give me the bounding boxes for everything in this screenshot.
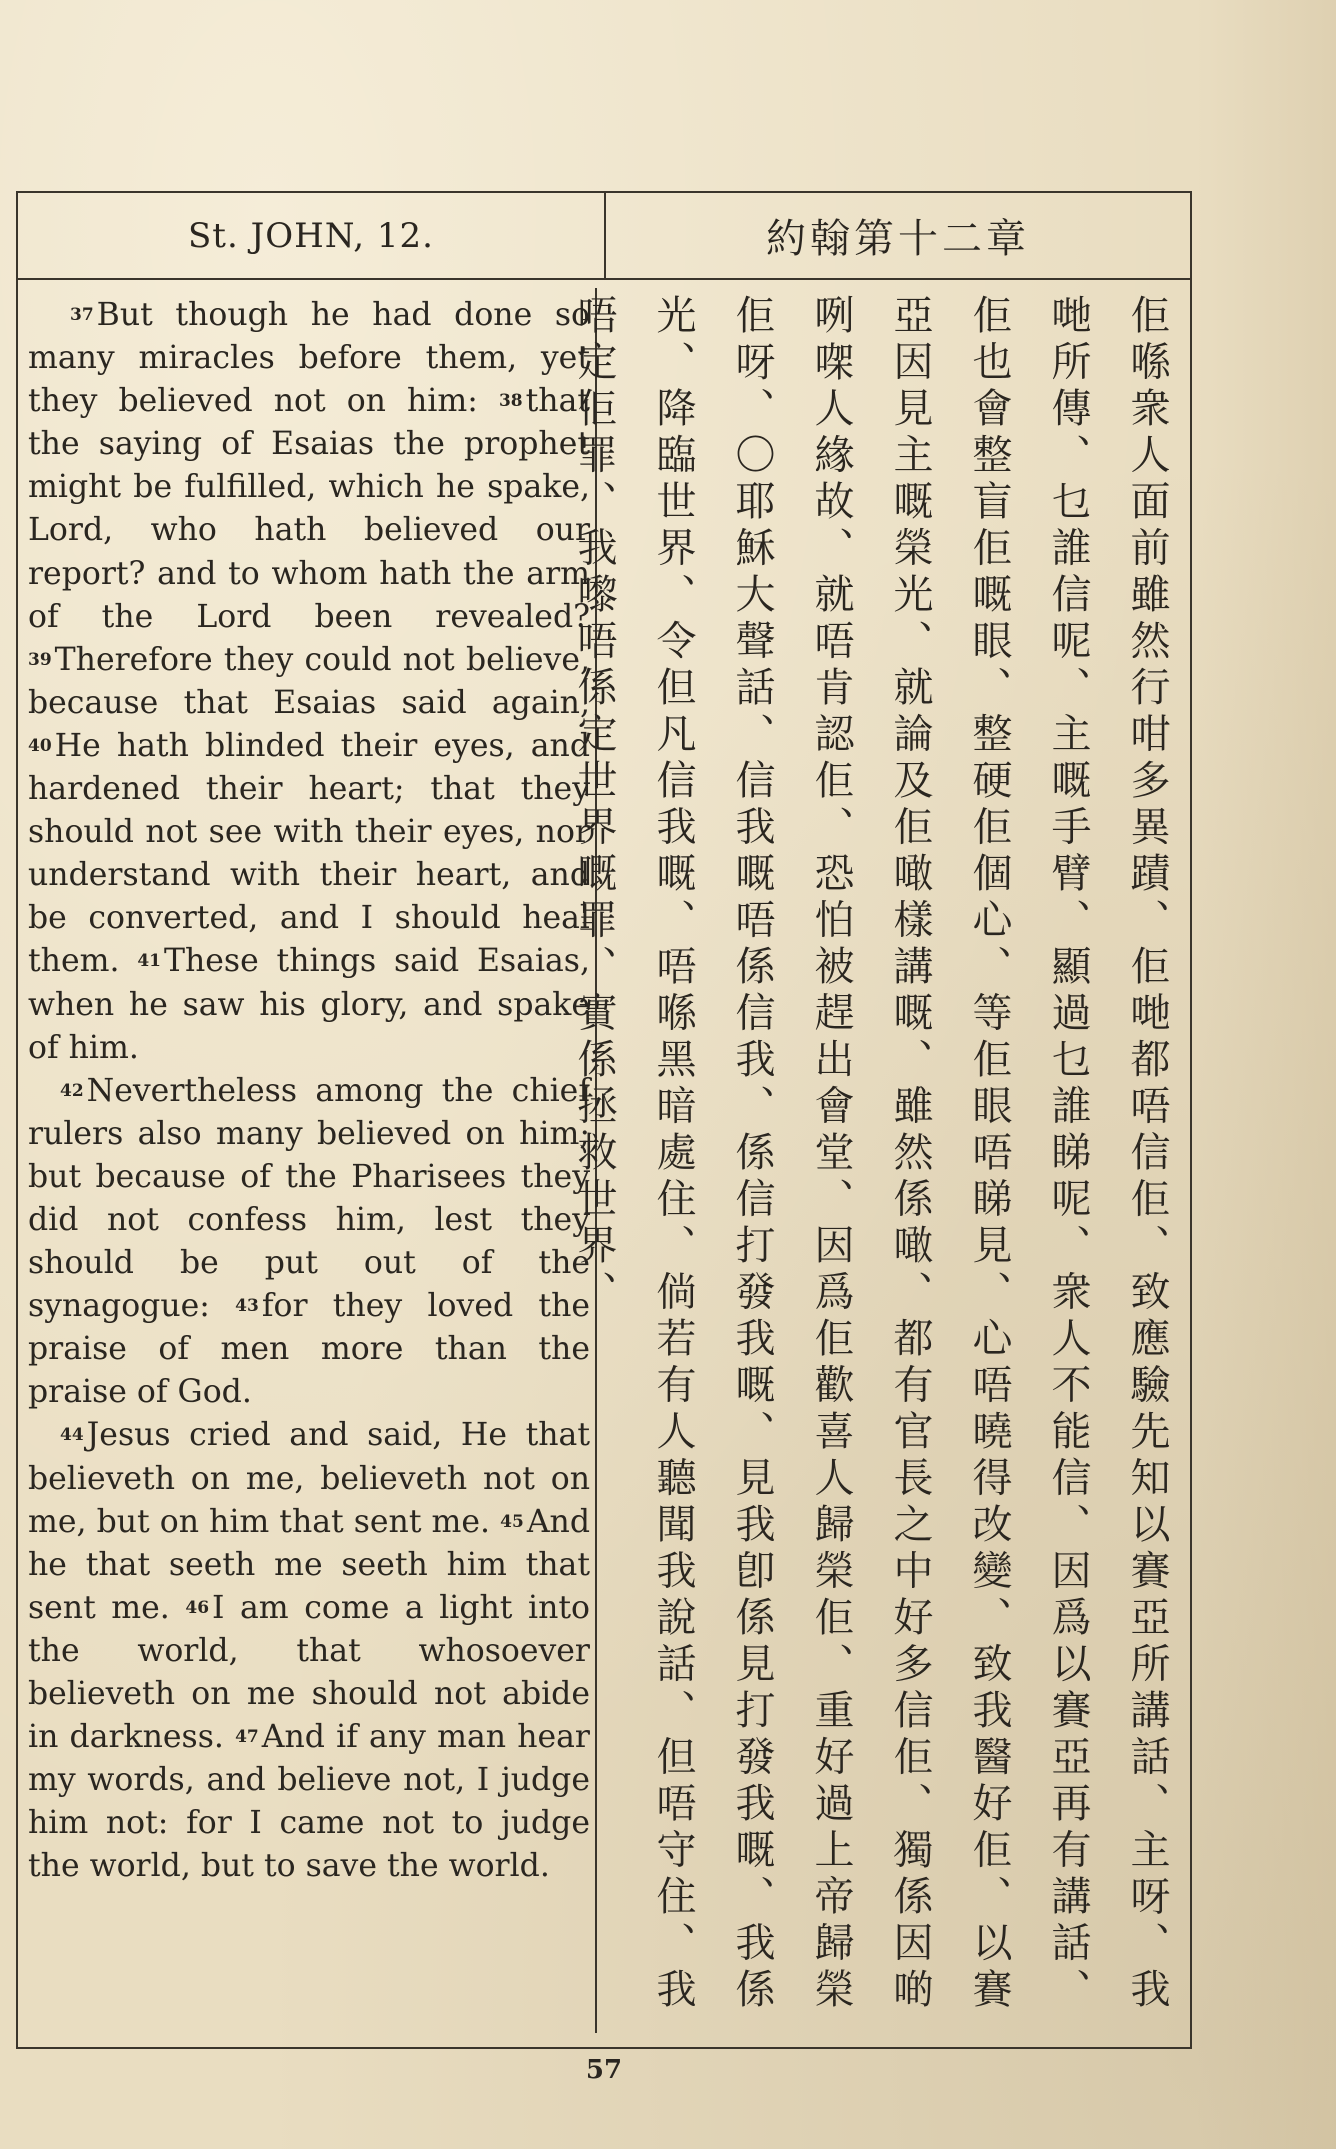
verse-paragraph [28,294,590,1070]
verse-text: I am come a light into the world, that whosoever believeth on me should not abide in darkness. [28,1589,590,1756]
verse-text: But though he had done so many miracles before them, yet they believed not on him: [28,297,590,420]
verse-text: And he that seeth me seeth him that sent me. [28,1503,591,1626]
verse-paragraph [28,1414,590,1888]
verse-text: Therefore they could not believe, because that Esaias said again, [28,641,590,721]
verse-text: Nevertheless among the chief rulers also many believed on him; but because of the Pharisees they did not confess him, lest they should be put out of the synagogue: [28,1072,590,1325]
english-column [28,294,590,1888]
verse-text: for they loved the praise of men more than the praise of God. [28,1288,590,1411]
verse-number: 44 [60,1425,84,1446]
verse-number: 39 [28,649,52,670]
verse-paragraph [28,1070,590,1415]
verse-number: 42 [60,1080,84,1101]
verse-number: 47 [235,1727,259,1748]
verse-number: 43 [235,1296,259,1317]
chinese-column: 佢喺衆人面前雖然行咁多異蹟、佢哋都唔信佢、致應驗先知以賽亞所講話、主呀、我哋所傳、乜誰信呢、主嘅手臂、顯過乜誰睇呢、衆人不能信、因爲以賽亞再有講話、佢也會整盲佢嘅眼、整硬佢個心、等佢眼唔睇見、心唔曉得改變、致我醫好佢、以賽亞因見主嘅榮光、就論及佢噉樣講嘅、雖然係噉、都有官長之中好多信佢、獨係因啲咧㗎人緣故、就唔肯認佢、恐怕被趕出會堂、因爲佢歡喜人歸榮佢、重好過上帝歸榮佢呀、〇耶穌大聲話、信我嘅唔係信我、係信打發我嘅、見我卽係見打發我嘅、我係光、降臨世界、令但凡信我嘅、唔喺黑暗處住、倘若有人聽聞我說話、但唔守住、我唔定佢罪、我嚟唔係定世界嘅罪、實係拯救世界、 [571,294,1170,2015]
verse-text: He hath blinded their eyes, and hardened their heart; that they should not see with their eyes, nor understand with their heart, and be converted, and I should heal them. [28,727,590,980]
verse-number: 40 [28,735,52,756]
verse-number: 38 [498,391,523,412]
english-running-title: St. JOHN, 12. [188,215,434,256]
verse-text: Jesus cried and said, He that believeth on me, believeth not on me, but on him that sent me. [28,1417,590,1540]
verse-number: 41 [137,951,161,972]
verse-number: 46 [185,1597,210,1618]
verse-number: 37 [70,305,94,325]
verse-text: And if any man hear my words, and believe not, I judge him not: for I came not to judge the world, but to save the world. [28,1719,590,1885]
page-number: 57 [585,2055,623,2085]
verse-number: 45 [500,1511,524,1532]
paper-stain [1196,0,1336,2149]
verse-text: These things said Esaias, when he saw his glory, and spake of him. [28,943,590,1066]
verse-text: that the saying of Esaias the prophet might be fulfilled, which he spake, Lord, who hath believed our report? and to whom hath the arm of the Lord been revealed? [28,383,591,635]
chinese-running-title: 約翰第十二章 [766,216,1030,262]
running-header [18,193,1190,280]
page-frame [16,191,1192,2049]
text-body [18,280,1190,2047]
